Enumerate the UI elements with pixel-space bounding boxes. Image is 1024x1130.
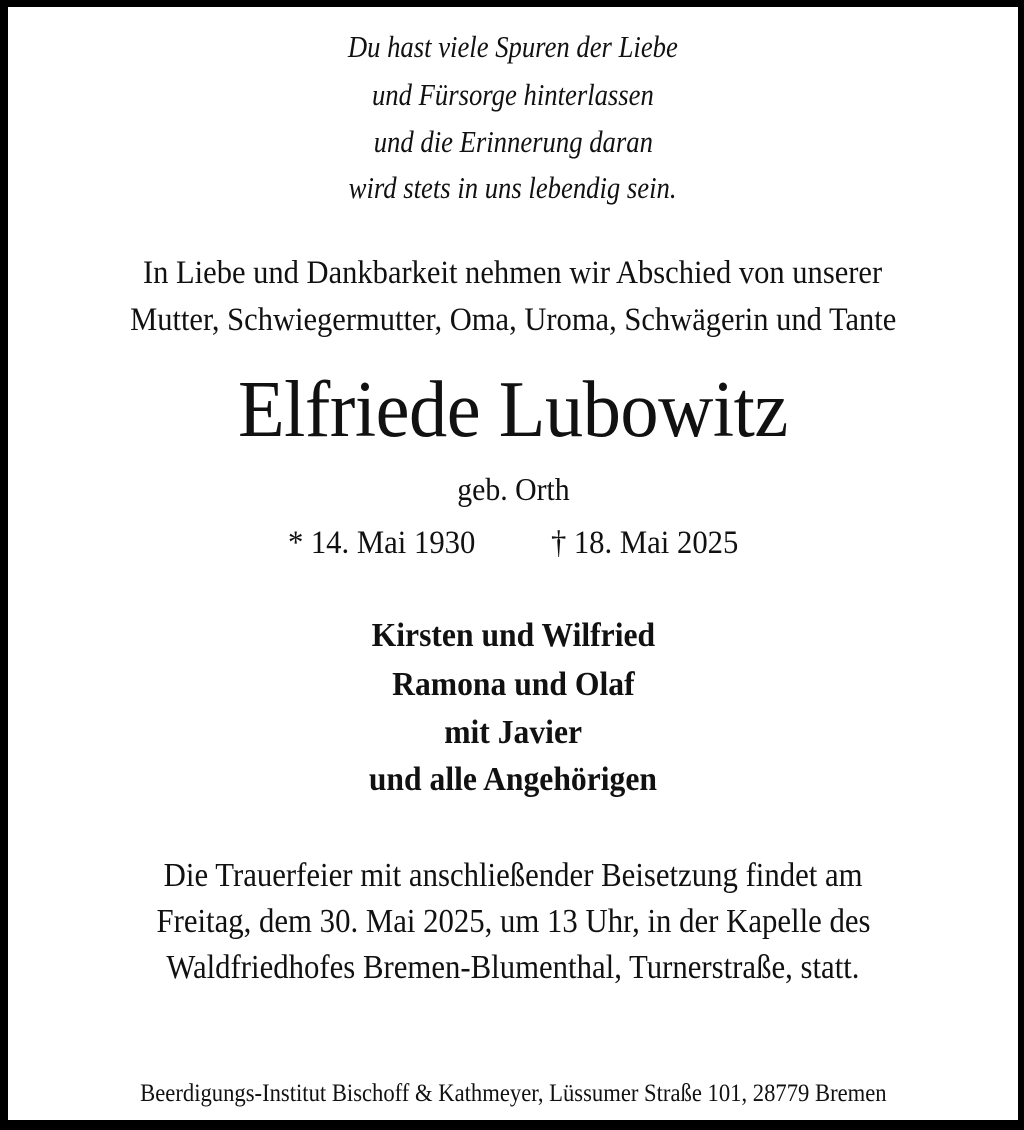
intro-line-1: [8, 257, 1018, 290]
intro-text: Mutter, Schwiegermutter, Oma, Uroma, Schwägerin und Tante: [129, 302, 897, 338]
mourner-line-1: [8, 619, 1018, 653]
maiden-name-text: geb. Orth: [456, 471, 570, 507]
maiden-name: [8, 473, 1018, 505]
mourner-text: Kirsten und Wilfried: [371, 617, 655, 654]
funeral-home-footer: [8, 1081, 1018, 1106]
death-date-group: [551, 527, 738, 560]
verse-line-4: [8, 172, 1018, 203]
mourner-line-4: [8, 763, 1018, 797]
deceased-name: [8, 366, 1018, 454]
service-text: Waldfriedhofes Bremen-Blumenthal, Turnerstraße, statt.: [166, 949, 860, 986]
verse-line-1: [8, 31, 1018, 62]
mourner-text: Ramona und Olaf: [391, 666, 635, 703]
mourner-line-2: [8, 668, 1018, 702]
service-line-1: [8, 859, 1018, 893]
intro-text: In Liebe und Dankbarkeit nehmen wir Abschied von unserer: [143, 255, 883, 291]
birth-star-icon: *: [287, 525, 303, 561]
service-line-2: [8, 905, 1018, 939]
name-text: Elfriede Lubowitz: [238, 366, 788, 454]
footer-text: Beerdigungs-Institut Bischoff & Kathmeyer, Lüssumer Straße 101, 28779 Bremen: [139, 1080, 887, 1107]
verse-text: und die Erinnerung daran: [373, 124, 653, 159]
mourner-text: mit Javier: [444, 714, 582, 751]
birth-date-group: [288, 527, 475, 560]
verse-text: und Fürsorge hinterlassen: [372, 77, 654, 112]
mourner-text: und alle Angehörigen: [368, 761, 658, 798]
life-dates: [8, 527, 1018, 560]
verse-text: Du hast viele Spuren der Liebe: [348, 29, 678, 64]
verse-line-2: [8, 79, 1018, 110]
intro-line-2: [8, 304, 1018, 337]
birth-date: 14. Mai 1930: [310, 525, 475, 561]
service-line-3: [8, 951, 1018, 985]
death-date: 18. Mai 2025: [573, 525, 739, 561]
verse-text: wird stets in uns lebendig sein.: [349, 170, 677, 205]
service-text: Die Trauerfeier mit anschließender Beisetzung findet am: [163, 857, 863, 894]
death-cross-icon: †: [551, 525, 567, 561]
verse-line-3: [8, 126, 1018, 157]
mourner-line-3: [8, 716, 1018, 750]
service-text: Freitag, dem 30. Mai 2025, um 13 Uhr, in der Kapelle des: [155, 903, 871, 940]
obituary-notice: [8, 7, 1018, 1120]
